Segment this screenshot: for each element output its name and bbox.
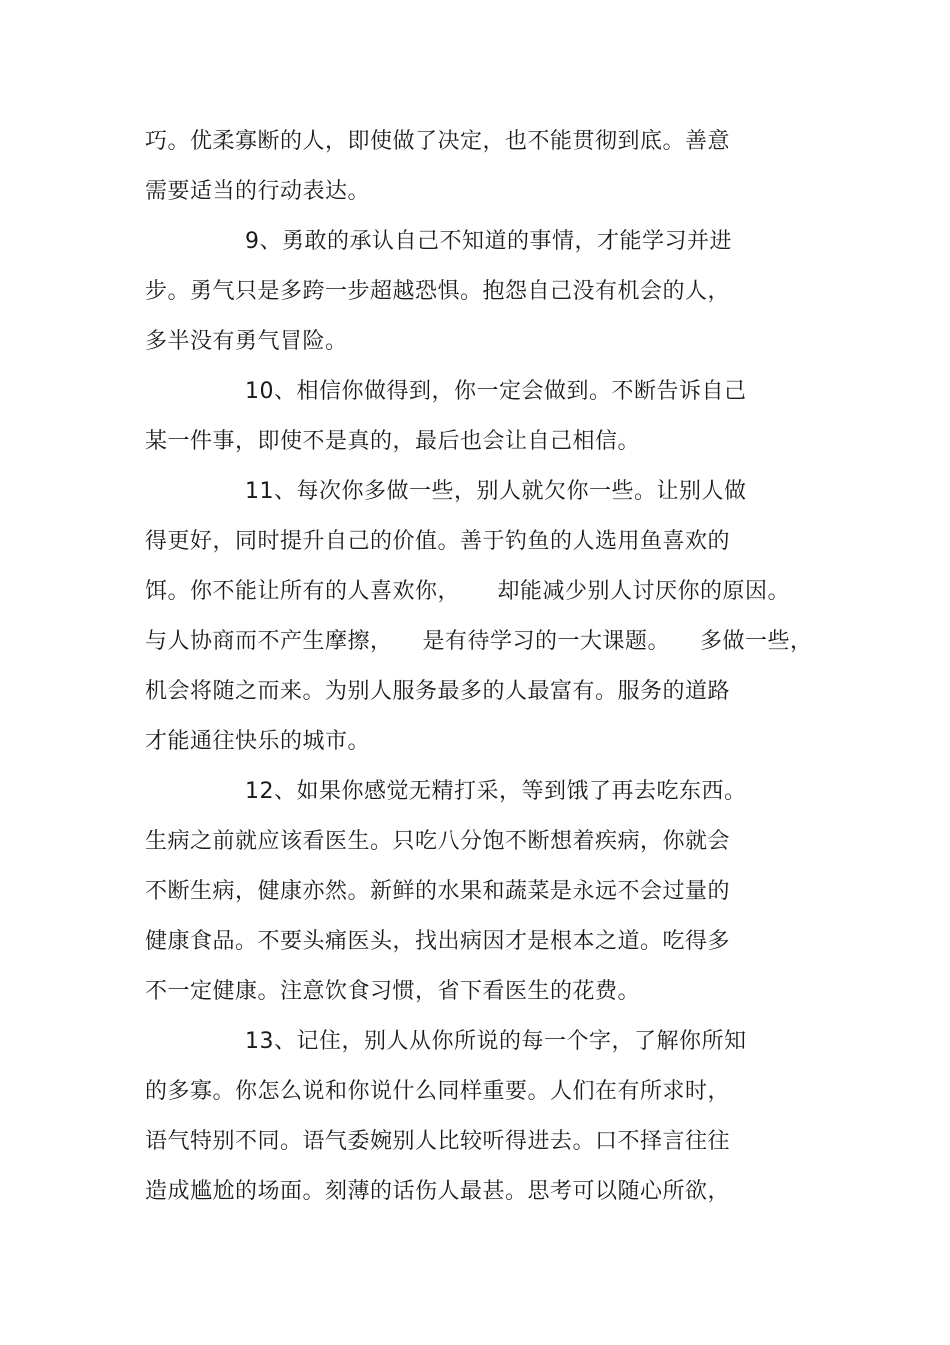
text-line: 某一件事，即使不是真的，最后也会让自己相信。 xyxy=(145,429,641,454)
text-line: 需要适当的行动表达。 xyxy=(145,179,371,204)
text-line: 的多寡。你怎么说和你说什么同样重要。人们在有所求时， xyxy=(145,1079,731,1104)
text-line: 步。勇气只是多跨一步超越恐惧。抱怨自己没有机会的人， xyxy=(145,279,731,304)
text-line: 机会将随之而来。为别人服务最多的人最富有。服务的道路 xyxy=(145,679,731,704)
text-line: 不断生病，健康亦然。新鲜的水果和蔬菜是永远不会过量的 xyxy=(145,879,731,904)
text-line: 巧。优柔寡断的人，即使做了决定，也不能贯彻到底。善意 xyxy=(145,129,731,154)
paragraph-11-start: 11、每次你多做一些，别人就欠你一些。让别人做 xyxy=(245,479,747,504)
text-line: 健康食品。不要头痛医头，找出病因才是根本之道。吃得多 xyxy=(145,929,731,954)
text-line: 饵。你不能让所有的人喜欢你， 却能减少别人讨厌你的原因。 xyxy=(145,579,790,604)
text-line: 才能通往快乐的城市。 xyxy=(145,729,371,754)
text-line: 得更好，同时提升自己的价值。善于钓鱼的人选用鱼喜欢的 xyxy=(145,529,731,554)
paragraph-9-start: 9、勇敢的承认自己不知道的事情，才能学习并进 xyxy=(245,229,732,254)
text-line: 生病之前就应该看医生。只吃八分饱不断想着疾病，你就会 xyxy=(145,829,731,854)
paragraph-10-start: 10、相信你做得到，你一定会做到。不断告诉自己 xyxy=(245,379,747,404)
text-line: 不一定健康。注意饮食习惯，省下看医生的花费。 xyxy=(145,979,641,1004)
paragraph-12-start: 12、如果你感觉无精打采，等到饿了再去吃东西。 xyxy=(245,779,747,804)
text-line: 语气特别不同。语气委婉别人比较听得进去。口不择言往往 xyxy=(145,1129,731,1154)
text-line: 造成尴尬的场面。刻薄的话伤人最甚。思考可以随心所欲， xyxy=(145,1179,731,1204)
paragraph-13-start: 13、记住，别人从你所说的每一个字，了解你所知 xyxy=(245,1029,747,1054)
text-line: 多半没有勇气冒险。 xyxy=(145,329,348,354)
text-line: 与人协商而不产生摩擦， 是有待学习的一大课题。 多做一些， xyxy=(145,629,813,654)
